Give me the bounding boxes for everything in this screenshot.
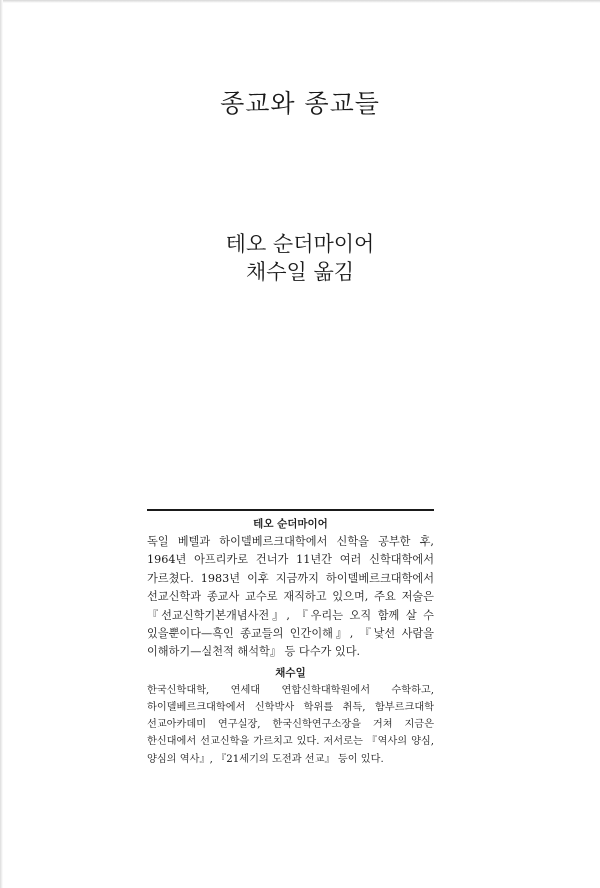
biography-section	[147, 509, 434, 772]
book-title: 종교와 종교들	[220, 89, 380, 118]
page-edge-shadow-left	[0, 0, 3, 888]
author-bio-text: 독일 베텔과 하이델베르크대학에서 신학을 공부한 후, 1964년 아프리카로 건너가 11년간 여러 신학대학에서 가르쳤다. 1983년 이후 지금까지 하이델베르크대학에서 선교신학과 종교사 교수로 재직하고 있으며, 주요 저술은 『선교신학기본개념사전』, 『우리는 오직 함께 살 수 있을뿐이다—흑인 종교들의 인간이해』, 『낯선 사람을 이해하기—실천적 해석학』 등 다수가 있다.	[147, 535, 434, 659]
translator-credit: 채수일 옮김	[245, 260, 355, 284]
page-edge-shadow	[0, 0, 600, 3]
author-credit-block	[0, 230, 600, 286]
author-bio-heading: 테오 순더마이어	[253, 518, 328, 530]
translator-bio-heading: 채수일	[275, 666, 306, 679]
author-name: 테오 순더마이어	[225, 232, 375, 256]
translator-bio-text: 한국신학대학, 연세대 연합신학대학원에서 수학하고, 하이델베르크대학에서 신학박사 학위를 취득, 함부르크대학 선교아카데미 연구실장, 한국신학연구소장을 거쳐 지금은 한신대에서 선교신학을 가르치고 있다. 저서로는 『역사의 양심, 양심의 역사』, 『21세기의 도전과 선교』 등이 있다.	[147, 684, 434, 765]
